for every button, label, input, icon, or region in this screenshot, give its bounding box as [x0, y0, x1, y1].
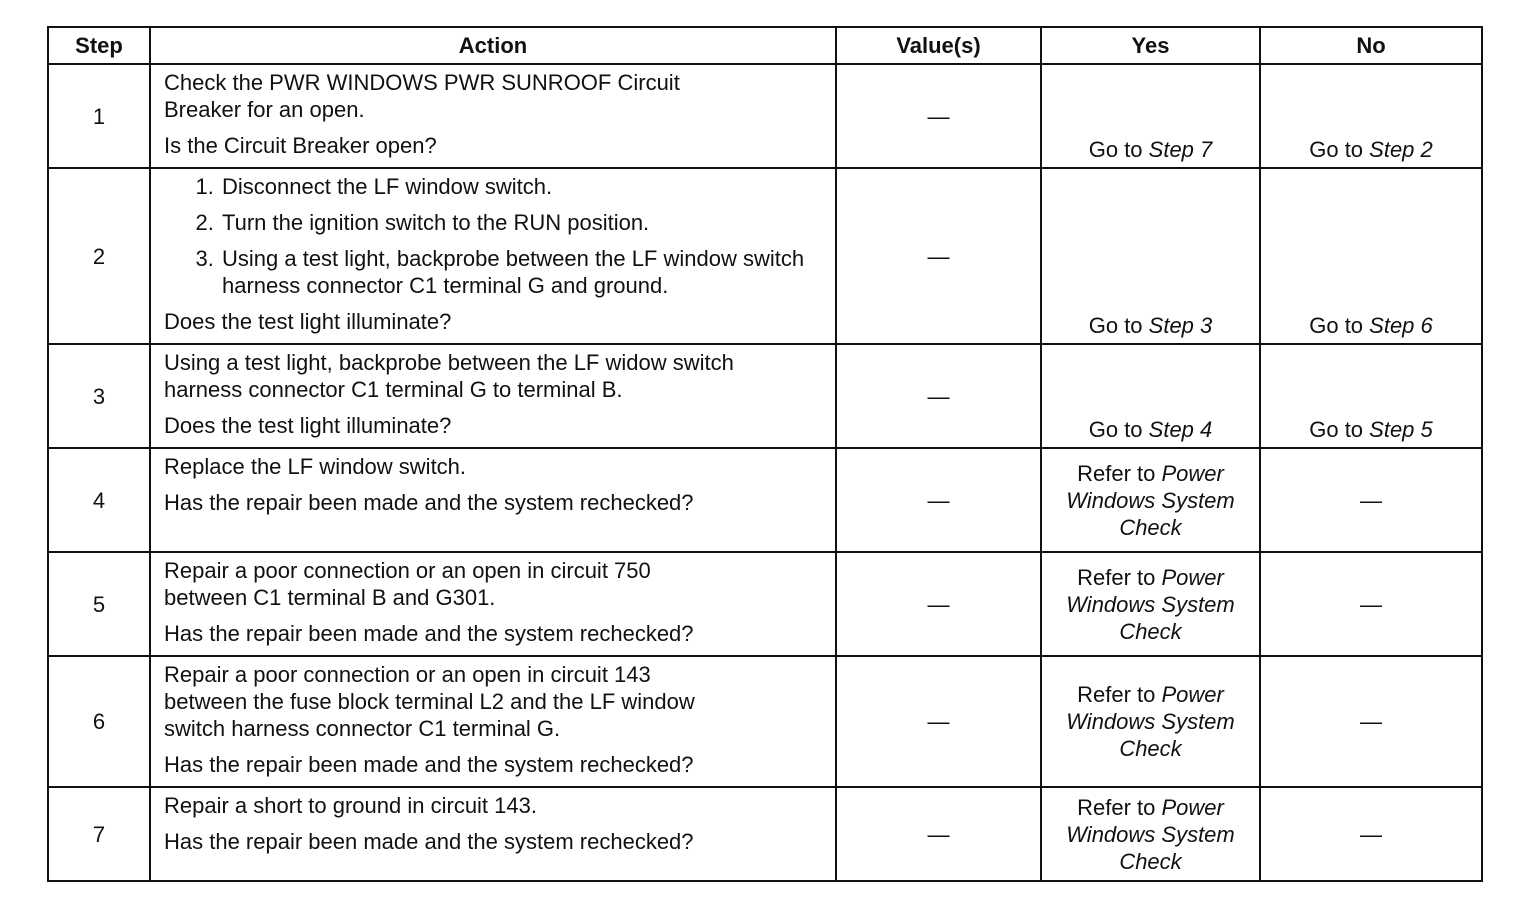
action-line: Repair a poor connection or an open in circuit 143 [164, 662, 651, 687]
yes-prefix: Go to [1088, 417, 1149, 442]
diagnostic-table [47, 26, 1483, 882]
header-action: Action [150, 27, 836, 64]
no-cell: — [1260, 787, 1482, 881]
action-line: between C1 terminal B and G301. [164, 585, 496, 610]
step-number: 3 [48, 344, 150, 448]
value-cell: — [836, 448, 1041, 552]
value-cell: — [836, 787, 1041, 881]
action-cell [150, 656, 836, 787]
yes-cell [1041, 656, 1260, 787]
step-number: 1 [48, 64, 150, 168]
yes-cell [1041, 64, 1260, 168]
no-cell [1260, 168, 1482, 344]
yes-step-ref: Step 3 [1148, 313, 1213, 338]
action-line: Breaker for an open. [164, 97, 365, 122]
value-cell: — [836, 344, 1041, 448]
no-step-ref: Step 6 [1369, 313, 1433, 338]
no-prefix: Go to [1309, 313, 1370, 338]
step-number: 4 [48, 448, 150, 552]
yes-cell [1041, 787, 1260, 881]
yes-cell [1041, 344, 1260, 448]
action-cell [150, 168, 836, 344]
header-yes: Yes [1041, 27, 1260, 64]
yes-prefix: Go to [1088, 137, 1149, 162]
no-prefix: Go to [1309, 417, 1370, 442]
value-cell: — [836, 656, 1041, 787]
yes-reference: Power Windows System Check [1066, 794, 1235, 874]
no-cell: — [1260, 448, 1482, 552]
action-line: Check the PWR WINDOWS PWR SUNROOF Circuit [164, 70, 680, 95]
yes-step-ref: Step 4 [1148, 417, 1213, 442]
action-line: Repair a short to ground in circuit 143. [164, 793, 537, 818]
table-row [48, 448, 1482, 552]
action-line: Repair a poor connection or an open in circuit 750 [164, 558, 651, 583]
action-step-item: 2. Turn the ignition switch to the RUN position. [220, 209, 827, 236]
yes-cell [1041, 448, 1260, 552]
yes-prefix: Refer to [1077, 794, 1162, 820]
yes-step-ref: Step 7 [1148, 137, 1213, 162]
yes-cell [1041, 168, 1260, 344]
action-step-item: 3. Using a test light, backprobe between the LF window switch harness connector C1 terminal G and ground. [220, 245, 827, 299]
yes-prefix: Refer to [1077, 682, 1162, 707]
action-cell [150, 64, 836, 168]
yes-reference: Power Windows System Check [1066, 682, 1235, 761]
action-cell [150, 344, 836, 448]
yes-reference: Power Windows System Check [1066, 564, 1235, 644]
action-step-item: 1. Disconnect the LF window switch. [220, 173, 827, 200]
action-line: harness connector C1 terminal G to terminal B. [164, 377, 623, 402]
no-step-ref: Step 2 [1369, 137, 1433, 162]
no-cell: — [1260, 656, 1482, 787]
table-header-row [48, 27, 1482, 64]
no-cell [1260, 344, 1482, 448]
step-number: 6 [48, 656, 150, 787]
table-row [48, 168, 1482, 344]
action-cell [150, 448, 836, 552]
header-step: Step [48, 27, 150, 64]
action-line: switch harness connector C1 terminal G. [164, 716, 561, 741]
action-question: Does the test light illuminate? [164, 413, 452, 438]
header-values: Value(s) [836, 27, 1041, 64]
no-prefix: Go to [1309, 137, 1370, 162]
value-cell: — [836, 64, 1041, 168]
yes-reference: Power Windows System Check [1066, 460, 1235, 540]
no-cell: — [1260, 552, 1482, 656]
action-step-list [164, 173, 827, 299]
no-step-ref: Step 5 [1369, 417, 1433, 442]
step-number: 2 [48, 168, 150, 344]
action-question: Is the Circuit Breaker open? [164, 133, 437, 158]
table-row [48, 656, 1482, 787]
action-question: Has the repair been made and the system rechecked? [164, 621, 694, 646]
action-question: Has the repair been made and the system rechecked? [164, 829, 694, 854]
yes-prefix: Refer to [1077, 460, 1162, 486]
no-cell [1260, 64, 1482, 168]
yes-prefix: Refer to [1077, 564, 1162, 590]
yes-cell [1041, 552, 1260, 656]
header-no: No [1260, 27, 1482, 64]
action-line: Replace the LF window switch. [164, 454, 467, 479]
value-cell: — [836, 168, 1041, 344]
table-row [48, 787, 1482, 881]
step-number: 7 [48, 787, 150, 881]
step-number: 5 [48, 552, 150, 656]
action-question: Does the test light illuminate? [164, 309, 452, 334]
yes-prefix: Go to [1088, 313, 1149, 338]
table-row [48, 344, 1482, 448]
table-row [48, 552, 1482, 656]
action-line: between the fuse block terminal L2 and the LF window [164, 689, 695, 714]
table-row [48, 64, 1482, 168]
action-question: Has the repair been made and the system rechecked? [164, 490, 694, 515]
value-cell: — [836, 552, 1041, 656]
action-line: Using a test light, backprobe between the LF widow switch [164, 350, 734, 375]
action-question: Has the repair been made and the system rechecked? [164, 752, 694, 777]
action-cell [150, 552, 836, 656]
action-cell [150, 787, 836, 881]
